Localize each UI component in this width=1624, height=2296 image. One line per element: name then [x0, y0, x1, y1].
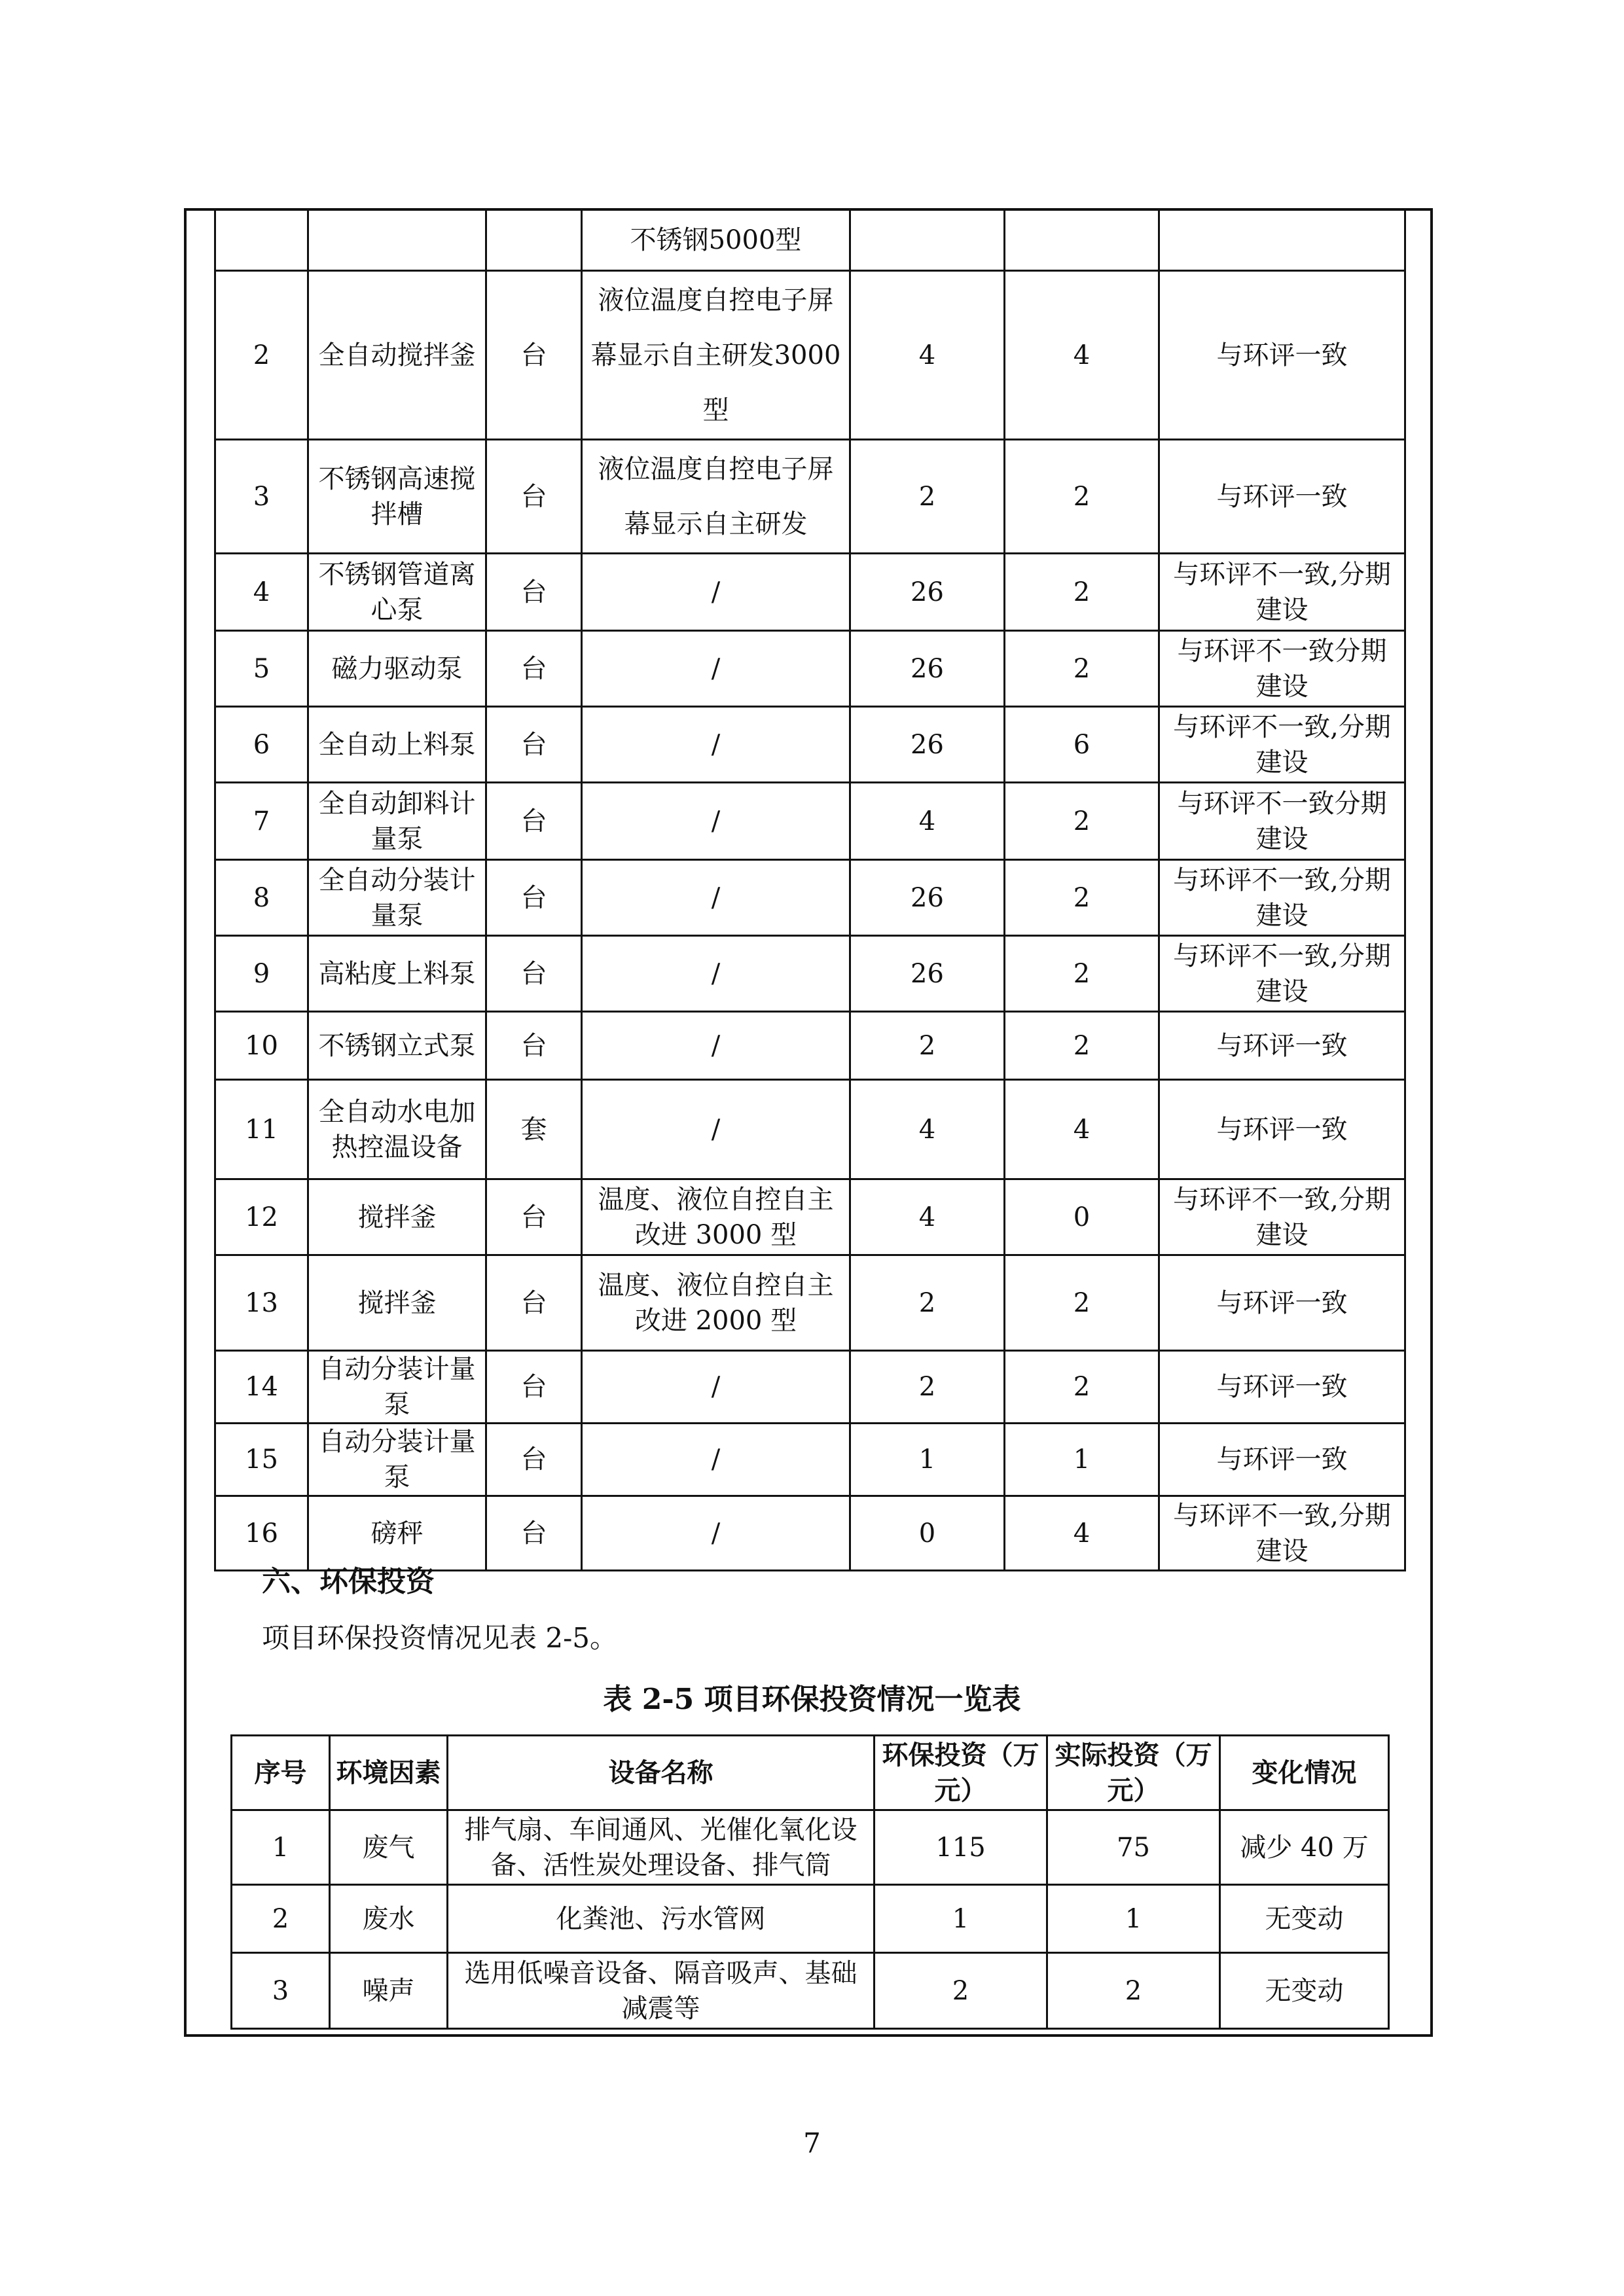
- cell-name: 不锈钢立式泵: [308, 1012, 486, 1080]
- cell-eia-qty: 26: [850, 936, 1005, 1012]
- cell-unit: 台: [486, 1496, 582, 1571]
- cell-no: 12: [215, 1179, 308, 1255]
- cell-change: 与环评不一致,分期建设: [1159, 1496, 1405, 1571]
- cell-actual-qty: 2: [1005, 860, 1159, 936]
- cell-actual-qty: 0: [1005, 1179, 1159, 1255]
- table-row: [215, 631, 1405, 707]
- table-row: [215, 860, 1405, 936]
- cell-spec: /: [582, 1496, 850, 1571]
- page-number: 7: [803, 2127, 821, 2159]
- cell-factor: 废水: [330, 1885, 448, 1953]
- cell-actual-qty: 1: [1005, 1424, 1159, 1496]
- cell-unit: 台: [486, 554, 582, 631]
- cell-change: 与环评不一致,分期建设: [1159, 554, 1405, 631]
- cell-change: 无变动: [1220, 1885, 1389, 1953]
- table-row: [215, 1351, 1405, 1424]
- cell-eia-qty: [850, 209, 1005, 271]
- table-row: [215, 554, 1405, 631]
- cell-no: 10: [215, 1012, 308, 1080]
- table-row: [215, 1255, 1405, 1351]
- cell-name: 自动分装计量泵: [308, 1351, 486, 1424]
- investment-header-row: [232, 1736, 1389, 1810]
- cell-unit: 台: [486, 631, 582, 707]
- cell-change: 与环评一致: [1159, 1012, 1405, 1080]
- cell-actual-qty: 2: [1005, 936, 1159, 1012]
- cell-spec: /: [582, 783, 850, 860]
- cell-actual-qty: 2: [1005, 1351, 1159, 1424]
- table-row: [215, 271, 1405, 440]
- cell-name: 全自动搅拌釜: [308, 271, 486, 440]
- cell-spec: /: [582, 1424, 850, 1496]
- cell-spec: 液位温度自控电子屏幕显示自主研发: [582, 440, 850, 554]
- cell-actual-qty: 4: [1005, 1496, 1159, 1571]
- cell-unit: 台: [486, 1255, 582, 1351]
- cell-no: 6: [215, 707, 308, 783]
- cell-change: 与环评一致: [1159, 1080, 1405, 1179]
- cell-actual-qty: 2: [1005, 1012, 1159, 1080]
- cell-actual-qty: 2: [1005, 440, 1159, 554]
- cell-unit: 台: [486, 707, 582, 783]
- cell-name: 全自动上料泵: [308, 707, 486, 783]
- cell-unit: 台: [486, 860, 582, 936]
- cell-spec: 温度、液位自控自主改进 3000 型: [582, 1179, 850, 1255]
- cell-unit: 台: [486, 1012, 582, 1080]
- cell-change: 与环评不一致,分期建设: [1159, 860, 1405, 936]
- cell-no: 11: [215, 1080, 308, 1179]
- header-cell: 环保投资（万元）: [875, 1736, 1047, 1810]
- cell-name: 自动分装计量泵: [308, 1424, 486, 1496]
- cell-change: 与环评一致: [1159, 271, 1405, 440]
- cell-eia: 2: [875, 1953, 1047, 2029]
- cell-actual-qty: [1005, 209, 1159, 271]
- header-cell: 实际投资（万元）: [1047, 1736, 1220, 1810]
- header-cell: 变化情况: [1220, 1736, 1389, 1810]
- header-cell: 环境因素: [330, 1736, 448, 1810]
- equipment-table: [214, 208, 1406, 1571]
- cell-eia-qty: 26: [850, 860, 1005, 936]
- cell-change: 无变动: [1220, 1953, 1389, 2029]
- table-row: [215, 707, 1405, 783]
- cell-equipment: 选用低噪音设备、隔音吸声、基础减震等: [448, 1953, 875, 2029]
- cell-eia-qty: 4: [850, 1080, 1005, 1179]
- cell-eia-qty: 26: [850, 707, 1005, 783]
- cell-name: 磁力驱动泵: [308, 631, 486, 707]
- cell-unit: 台: [486, 1179, 582, 1255]
- cell-name: 全自动水电加热控温设备: [308, 1080, 486, 1179]
- cell-change: 与环评不一致,分期建设: [1159, 1179, 1405, 1255]
- cell-no: 3: [232, 1953, 330, 2029]
- table-row: [215, 1179, 1405, 1255]
- investment-table: [230, 1734, 1390, 2030]
- cell-no: 3: [215, 440, 308, 554]
- cell-no: 2: [232, 1885, 330, 1953]
- cell-eia-qty: 2: [850, 1351, 1005, 1424]
- cell-eia-qty: 1: [850, 1424, 1005, 1496]
- table-row: [232, 1885, 1389, 1953]
- table-row: [215, 936, 1405, 1012]
- cell-equipment: 化粪池、污水管网: [448, 1885, 875, 1953]
- cell-actual: 1: [1047, 1885, 1220, 1953]
- cell-actual-qty: 6: [1005, 707, 1159, 783]
- cell-no: 8: [215, 860, 308, 936]
- cell-name: 不锈钢管道离心泵: [308, 554, 486, 631]
- table-row: [215, 783, 1405, 860]
- cell-actual-qty: 2: [1005, 631, 1159, 707]
- cell-actual-qty: 2: [1005, 554, 1159, 631]
- table-row: [232, 1810, 1389, 1885]
- cell-unit: 台: [486, 936, 582, 1012]
- cell-spec: /: [582, 707, 850, 783]
- cell-no: 14: [215, 1351, 308, 1424]
- cell-eia: 1: [875, 1885, 1047, 1953]
- cell-name: [308, 209, 486, 271]
- cell-change: [1159, 209, 1405, 271]
- cell-eia-qty: 4: [850, 271, 1005, 440]
- cell-spec: /: [582, 1351, 850, 1424]
- table-row: [215, 1424, 1405, 1496]
- cell-eia: 115: [875, 1810, 1047, 1885]
- cell-no: 15: [215, 1424, 308, 1496]
- cell-unit: 台: [486, 440, 582, 554]
- cell-change: 与环评一致: [1159, 1255, 1405, 1351]
- table-row: [215, 1080, 1405, 1179]
- cell-unit: 台: [486, 1424, 582, 1496]
- table-row: [215, 1012, 1405, 1080]
- table-row: [215, 440, 1405, 554]
- cell-eia-qty: 0: [850, 1496, 1005, 1571]
- cell-change: 与环评一致: [1159, 1351, 1405, 1424]
- cell-name: 全自动卸料计量泵: [308, 783, 486, 860]
- cell-name: 搅拌釜: [308, 1255, 486, 1351]
- cell-eia-qty: 4: [850, 783, 1005, 860]
- cell-name: 高粘度上料泵: [308, 936, 486, 1012]
- table-caption: 表 2-5 项目环保投资情况一览表: [603, 1683, 1021, 1716]
- cell-unit: 台: [486, 1351, 582, 1424]
- cell-no: 1: [232, 1810, 330, 1885]
- cell-name: 搅拌釜: [308, 1179, 486, 1255]
- cell-unit: 台: [486, 271, 582, 440]
- cell-unit: 套: [486, 1080, 582, 1179]
- cell-no: 13: [215, 1255, 308, 1351]
- cell-actual-qty: 4: [1005, 271, 1159, 440]
- cell-actual: 75: [1047, 1810, 1220, 1885]
- cell-actual-qty: 4: [1005, 1080, 1159, 1179]
- cell-spec: 液位温度自控电子屏幕显示自主研发3000型: [582, 271, 850, 440]
- cell-no: 7: [215, 783, 308, 860]
- header-cell: 序号: [232, 1736, 330, 1810]
- section-paragraph: 项目环保投资情况见表 2-5。: [262, 1622, 617, 1654]
- cell-eia-qty: 2: [850, 1012, 1005, 1080]
- cell-eia-qty: 2: [850, 1255, 1005, 1351]
- cell-equipment: 排气扇、车间通风、光催化氧化设备、活性炭处理设备、排气筒: [448, 1810, 875, 1885]
- cell-spec: /: [582, 631, 850, 707]
- cell-change: 减少 40 万: [1220, 1810, 1389, 1885]
- cell-spec: /: [582, 1080, 850, 1179]
- cell-spec: /: [582, 1012, 850, 1080]
- cell-spec: /: [582, 936, 850, 1012]
- cell-no: 4: [215, 554, 308, 631]
- cell-factor: 废气: [330, 1810, 448, 1885]
- cell-unit: [486, 209, 582, 271]
- table-row: [232, 1953, 1389, 2029]
- cell-change: 与环评不一致分期建设: [1159, 631, 1405, 707]
- cell-name: 全自动分装计量泵: [308, 860, 486, 936]
- cell-factor: 噪声: [330, 1953, 448, 2029]
- cell-name: 磅秤: [308, 1496, 486, 1571]
- cell-spec: /: [582, 860, 850, 936]
- cell-unit: 台: [486, 783, 582, 860]
- cell-change: 与环评不一致,分期建设: [1159, 707, 1405, 783]
- cell-actual-qty: 2: [1005, 783, 1159, 860]
- cell-eia-qty: 26: [850, 631, 1005, 707]
- cell-spec: /: [582, 554, 850, 631]
- cell-eia-qty: 4: [850, 1179, 1005, 1255]
- cell-name: 不锈钢高速搅拌槽: [308, 440, 486, 554]
- cell-change: 与环评一致: [1159, 1424, 1405, 1496]
- table-row: [215, 209, 1405, 271]
- cell-no: 2: [215, 271, 308, 440]
- cell-no: 16: [215, 1496, 308, 1571]
- cell-eia-qty: 2: [850, 440, 1005, 554]
- cell-change: 与环评一致: [1159, 440, 1405, 554]
- cell-actual: 2: [1047, 1953, 1220, 2029]
- cell-no: 5: [215, 631, 308, 707]
- cell-change: 与环评不一致,分期建设: [1159, 936, 1405, 1012]
- header-cell: 设备名称: [448, 1736, 875, 1810]
- cell-no: [215, 209, 308, 271]
- cell-spec: 不锈钢5000型: [582, 209, 850, 271]
- section-heading: 六、环保投资: [262, 1565, 435, 1598]
- cell-eia-qty: 26: [850, 554, 1005, 631]
- cell-spec: 温度、液位自控自主改进 2000 型: [582, 1255, 850, 1351]
- cell-actual-qty: 2: [1005, 1255, 1159, 1351]
- cell-change: 与环评不一致分期建设: [1159, 783, 1405, 860]
- cell-no: 9: [215, 936, 308, 1012]
